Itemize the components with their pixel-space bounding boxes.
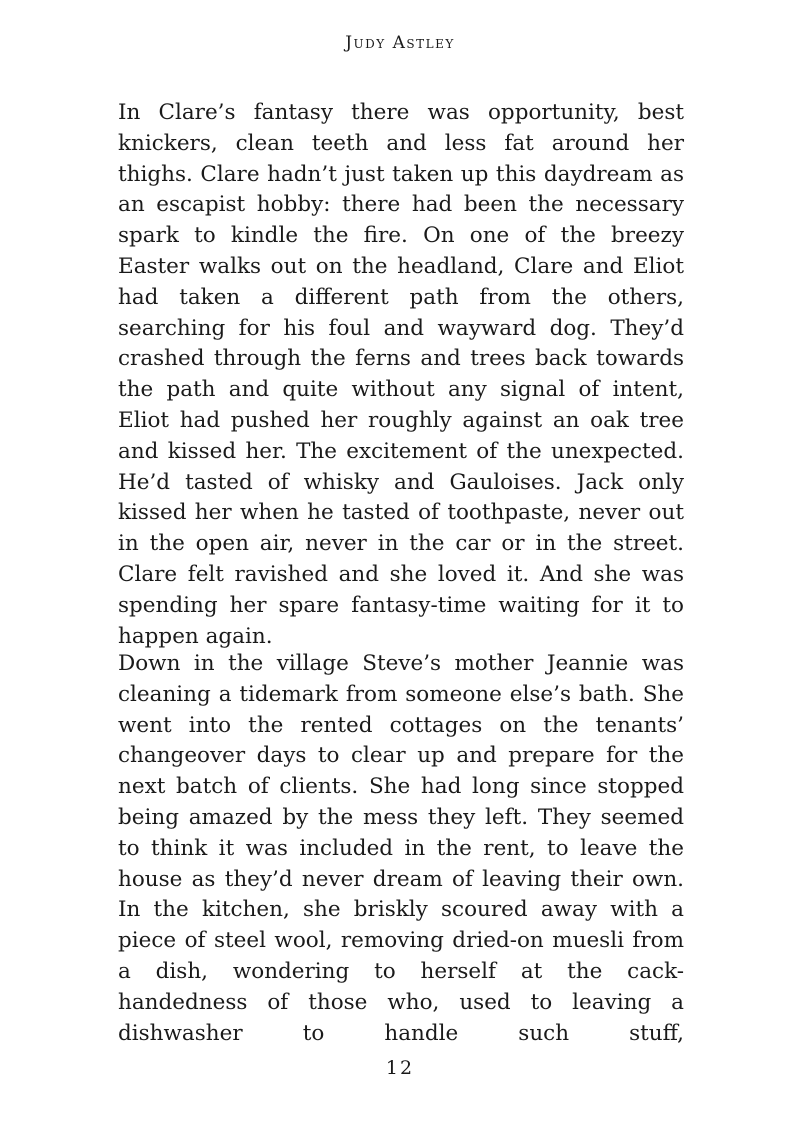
page-number: 12 — [385, 1057, 415, 1079]
paragraph: Down in the village Steve’s mother Jeannie was cleaning a tidemark from someone else’s bath. She went into the rented cottages on the tenants’ changeover days to clear up and prepare for the next batch of clients. She had long since stopped being amazed by the mess they left. They seemed to think it was included in the rent, to leave the house as they’d never dream of leaving their own. In the kitchen, she briskly scoured away with a piece of steel wool, removing dried-on muesli from a dish, wondering to herself at the cack-handedness of those who, used to leaving a dishwasher to handle such stuff, — [118, 651, 684, 1046]
running-head-author: Judy Astley — [345, 33, 455, 53]
paragraph: In Clare’s fantasy there was opportunity, best knickers, clean teeth and less fat around her thighs. Clare hadn’t just taken up this daydream as an escapist hobby: there had been the necessary spark to kindle the fire. On one of the breezy Easter walks out on the headland, Clare and Eliot had taken a different path from the others, searching for his foul and wayward dog. They’d crashed through the ferns and trees back towards the path and quite without any signal of intent, Eliot had pushed her roughly against an oak tree and kissed her. The excitement of the unexpected. He’d tasted of whisky and Gauloises. Jack only kissed her when he tasted of toothpaste, never out in the open air, never in the car or in the street. Clare felt ravished and she loved it. And she was spending her spare fantasy-time waiting for it to happen again. — [118, 100, 684, 649]
